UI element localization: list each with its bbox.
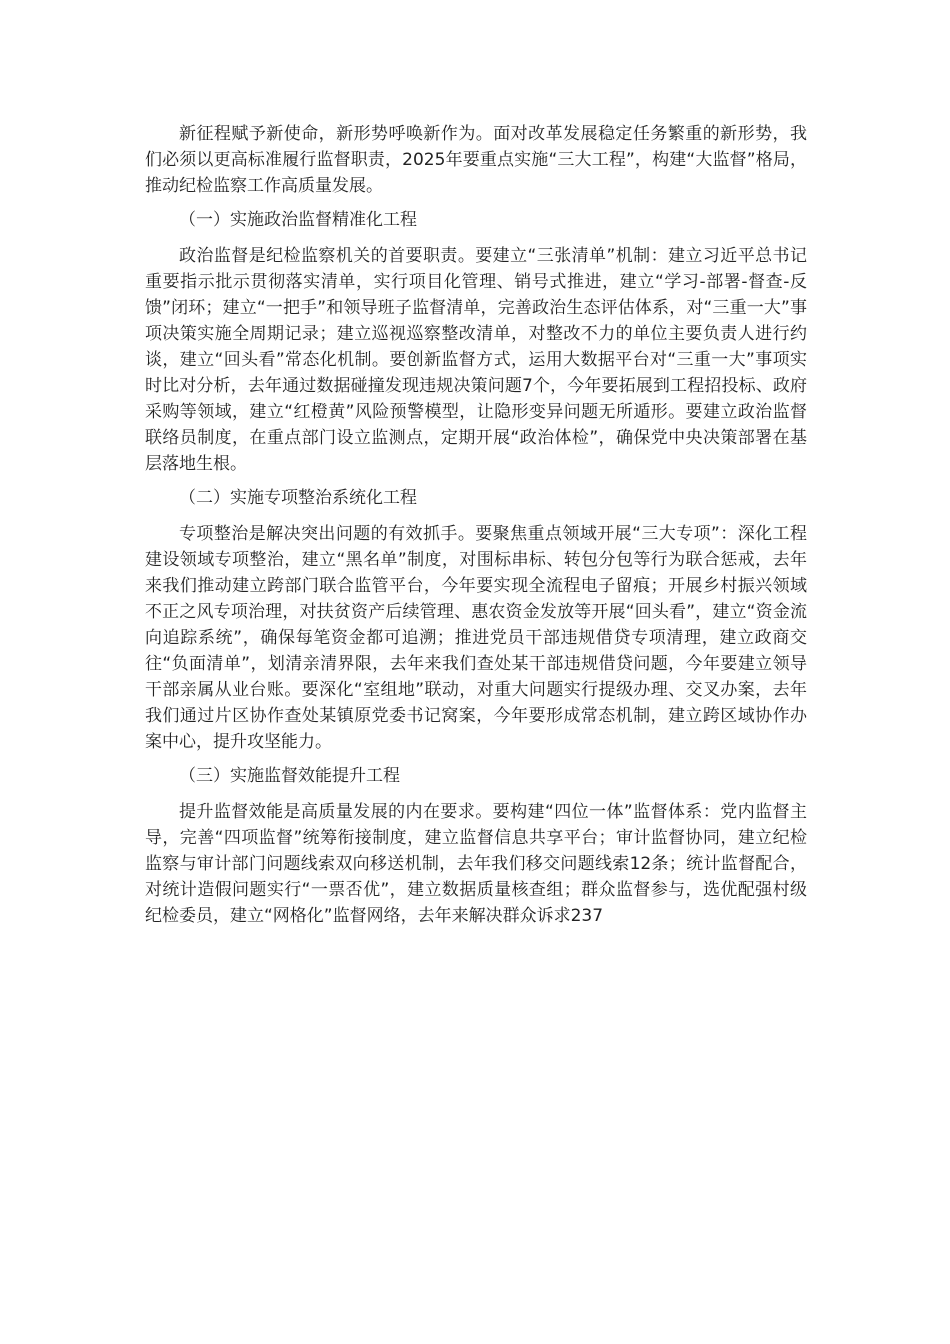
section-3-paragraph: 提升监督效能是高质量发展的内在要求。要构建“四位一体”监督体系：党内监督主导，完善“四项监督”统筹衔接制度，建立监督信息共享平台；审计监督协同，建立纪检监察与审计部门问题线索双向移送机制，去年我们移交问题线索12条；统计监督配合，对统计造假问题实行“一票否优”，建立数据质量核查组；群众监督参与，选优配强村级纪检委员，建立“网格化”监督网络，去年来解决群众诉求237 xyxy=(145,802,807,926)
section-heading-3: （三）实施监督效能提升工程 xyxy=(179,766,400,786)
document-page xyxy=(145,121,807,929)
section-1-paragraph: 政治监督是纪检监察机关的首要职责。要建立“三张清单”机制：建立习近平总书记重要指示批示贯彻落实清单，实行项目化管理、销号式推进，建立“学习-部署-督查-反馈”闭环；建立“一把手”和领导班子监督清单，完善政治生态评估体系，对“三重一大”事项决策实施全周期记录；建立巡视巡察整改清单，对整改不力的单位主要负责人进行约谈，建立“回头看”常态化机制。要创新监督方式，运用大数据平台对“三重一大”事项实时比对分析，去年通过数据碰撞发现违规决策问题7个，今年要拓展到工程招投标、政府采购等领域，建立“红橙黄”风险预警模型，让隐形变异问题无所遁形。要建立政治监督联络员制度，在重点部门设立监测点，定期开展“政治体检”，确保党中央决策部署在基层落地生根。 xyxy=(145,246,807,474)
section-2-paragraph: 专项整治是解决突出问题的有效抓手。要聚焦重点领域开展“三大专项”：深化工程建设领域专项整治，建立“黑名单”制度，对围标串标、转包分包等行为联合惩戒，去年来我们推动建立跨部门联合监管平台，今年要实现全流程电子留痕；开展乡村振兴领域不正之风专项治理，对扶贫资产后续管理、惠农资金发放等开展“回头看”，建立“资金流向追踪系统”，确保每笔资金都可追溯；推进党员干部违规借贷专项清理，建立政商交往“负面清单”，划清亲清界限，去年来我们查处某干部违规借贷问题，今年要建立领导干部亲属从业台账。要深化“室组地”联动，对重大问题实行提级办理、交叉办案，去年我们通过片区协作查处某镇原党委书记窝案，今年要形成常态机制，建立跨区域协作办案中心，提升攻坚能力。 xyxy=(145,524,807,752)
intro-paragraph: 新征程赋予新使命，新形势呼唤新作为。面对改革发展稳定任务繁重的新形势，我们必须以更高标准履行监督职责，2025年要重点实施“三大工程”，构建“大监督”格局，推动纪检监察工作高质量发展。 xyxy=(145,124,807,196)
section-heading-2: （二）实施专项整治系统化工程 xyxy=(179,488,417,508)
section-heading-1: （一）实施政治监督精准化工程 xyxy=(179,210,417,230)
